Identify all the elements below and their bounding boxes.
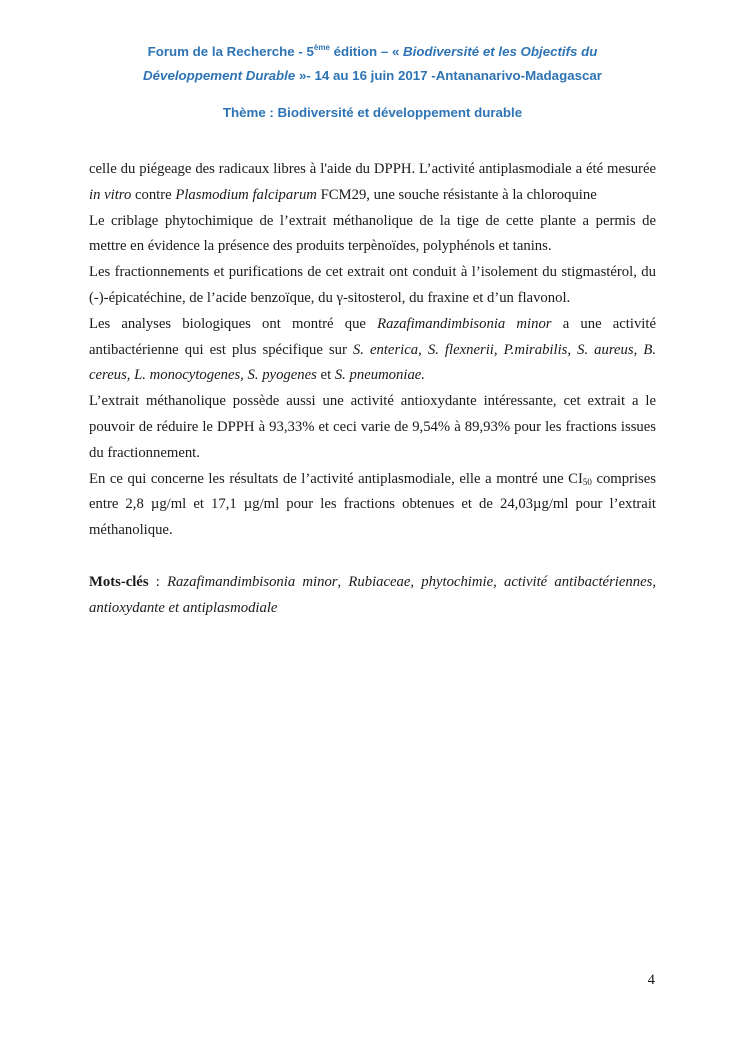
header-italic-title: Biodiversité et les Objectifs du — [403, 44, 598, 59]
italic-run: Razafimandimbisonia minor — [167, 573, 338, 590]
header-text: édition – « — [329, 44, 404, 59]
text-run: a une activité antibactérienne qui est plus spécifique sur — [89, 315, 656, 358]
text-run: : — [148, 573, 168, 590]
header-superscript: ème — [313, 43, 330, 52]
header-line-2 — [0, 64, 745, 88]
page-number: 4 — [647, 972, 655, 988]
header-line-1 — [0, 40, 745, 64]
text-run: FCM29, une souche résistante à la chloroquine — [316, 186, 597, 203]
header-text: »- 14 au 16 juin 2017 -Antananarivo-Madagascar — [295, 68, 602, 83]
page-header — [0, 40, 745, 123]
italic-run: S. pneumoniae. — [334, 367, 425, 384]
italic-run: Rubiaceae, phytochimie, activité antibactériennes, antioxydante et antiplasmodiale — [89, 573, 656, 616]
text-run: et — [316, 367, 335, 384]
body-text — [89, 157, 656, 622]
paragraph-5: L’extrait méthanolique possède aussi une activité antioxydante intéressante, cet extrait a le pouvoir de réduire le DPPH à 93,33% et ceci varie de 9,54% à 89,93% pour les fractions issues du fractionnement. — [89, 393, 656, 461]
text-run: Les analyses biologiques ont montré que — [89, 315, 378, 332]
paragraph-1 — [89, 157, 656, 209]
text-run: En ce qui concerne les résultats de l’activité antiplasmodiale, elle a montré une CI — [89, 470, 583, 487]
italic-run: Plasmodium falciparum — [175, 186, 317, 203]
paragraph-2: Le criblage phytochimique de l’extrait méthanolique de la tige de cette plante a permis de mettre en évidence la présence des produits terpènoïdes, polyphénols et tanins. — [89, 212, 656, 255]
italic-run: in vitro — [89, 186, 132, 203]
text-run: celle du piégeage des radicaux libres à l'aide du DPPH. L’activité antiplasmodiale a été mesurée — [89, 161, 656, 177]
text-run: comprises entre 2,8 µg/ml et 17,1 µg/ml pour les fractions obtenues et de 24,03µg/ml pour l’extrait méthanolique. — [89, 470, 656, 539]
paragraph-3: Les fractionnements et purifications de cet extrait ont conduit à l’isolement du stigmastérol, du (-)-épicatéchine, de l’acide benzoïque, du γ-sitosterol, du fraxine et d’un flavonol. — [89, 264, 656, 306]
header-italic-title: Développement Durable — [143, 68, 296, 83]
keywords — [89, 570, 656, 622]
header-theme: Thème : Biodiversité et développement durable — [222, 105, 523, 120]
keywords-label: Mots-clés — [89, 573, 149, 590]
text-run: , — [337, 573, 349, 590]
paragraph-6 — [89, 467, 656, 544]
italic-run: Razafimandimbisonia minor — [377, 315, 552, 332]
header-text: Forum de la Recherche - 5 — [147, 44, 314, 59]
text-run: contre — [131, 186, 176, 203]
italic-run: S. enterica, S. flexnerii, P.mirabilis, S. aureus, B. cereus, L. monocytogenes, S. pyogenes — [89, 341, 656, 384]
paragraph-4 — [89, 312, 656, 389]
subscript: 50 — [582, 476, 592, 487]
